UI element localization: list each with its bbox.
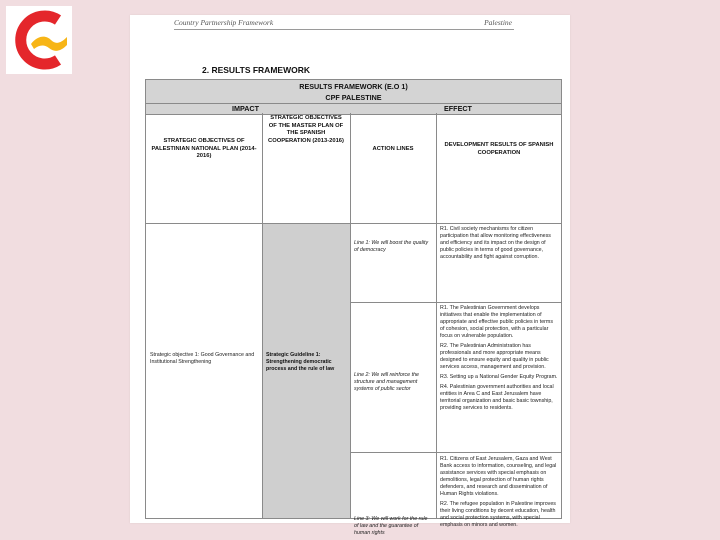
cooperation-logo bbox=[6, 6, 72, 74]
result-item: R4. Palestinian government authorities and local entities in Area C and East Jerusalem have territorial organization and basic basic township, providing services to residents. bbox=[440, 383, 554, 411]
result-item: R2. The refugee population in Palestine improves their living conditions by decent education, health and social protection systems, with special emphasis on minors and women. bbox=[440, 500, 556, 528]
row-divider bbox=[350, 302, 561, 303]
action-line-3: Line 3: We will work for the rule of law and the guarantee of human rights bbox=[354, 516, 428, 536]
col2-header: STRATEGIC OBJECTIVES OF THE MASTER PLAN OF THE SPANISH COOPERATION (2013-2016) bbox=[268, 115, 344, 144]
effect-label: EFFECT bbox=[444, 104, 472, 113]
cooperation-logo-icon bbox=[6, 6, 72, 74]
column-divider bbox=[350, 113, 351, 518]
col4-header: DEVELOPMENT RESULTS OF SPANISH COOPERATION bbox=[444, 142, 554, 156]
strategic-objective-cell: Strategic objective 1: Good Governance and Institutional Strengthening bbox=[150, 352, 255, 365]
action-line-2: Line 2: We will reinforce the structure and management systems of public sector bbox=[354, 372, 419, 392]
action-line-1: Line 1: We will boost the quality of democracy bbox=[354, 240, 429, 253]
table-subtitle: CPF PALESTINE bbox=[146, 93, 561, 103]
result-item: R1. The Palestinian Government develops initiatives that enable the implementation of appropriate and effective public policies in terms of cohesion, social protection, with a particular focus on vulnerable population. bbox=[440, 305, 553, 339]
col1-header: STRATEGIC OBJECTIVES OF PALESTINIAN NATIONAL PLAN (2014-2016) bbox=[151, 138, 257, 160]
results-group-1 bbox=[440, 226, 558, 264]
col3-header: ACTION LINES bbox=[372, 146, 414, 152]
table-title: RESULTS FRAMEWORK (E.O 1) bbox=[146, 80, 561, 93]
document-page bbox=[130, 15, 570, 536]
section-title: 2. RESULTS FRAMEWORK bbox=[202, 65, 310, 75]
result-item: R3. Setting up a National Gender Equity Program. bbox=[440, 373, 558, 380]
row-divider bbox=[350, 452, 561, 453]
column-divider bbox=[436, 113, 437, 518]
strategic-guideline-cell: Strategic Guideline 1: Strengthening democratic process and the rule of law bbox=[266, 352, 335, 372]
results-group-2 bbox=[440, 305, 558, 415]
impact-label: IMPACT bbox=[232, 104, 260, 113]
column-divider bbox=[262, 113, 263, 518]
header-left-text: Country Partnership Framework bbox=[174, 18, 274, 27]
result-item: R1. Citizens of East Jerusalem, Gaza and West Bank access to information, counseling, and legal assistance services with special emphasis on demolitions, legal protection of human rights defenders, and research and dissemination of Human Rights violations. bbox=[440, 456, 557, 497]
header-right-text: Palestine bbox=[484, 18, 512, 27]
result-item: R1. Civil society mechanisms for citizen participation that allow monitoring effectiveness and efficiency and its impact on the design of public policies in terms of good governance, accountability and fight against corruption. bbox=[440, 226, 551, 260]
result-item: R2. The Palestinian Administration has professionals and more appropriate means designed to ensure equity and quality in public services access, management and provision. bbox=[440, 342, 549, 370]
header-row-divider bbox=[146, 223, 561, 224]
table-group-headers bbox=[146, 103, 561, 115]
results-group-3 bbox=[440, 456, 558, 532]
running-header bbox=[174, 17, 514, 30]
results-framework-table bbox=[145, 79, 562, 536]
